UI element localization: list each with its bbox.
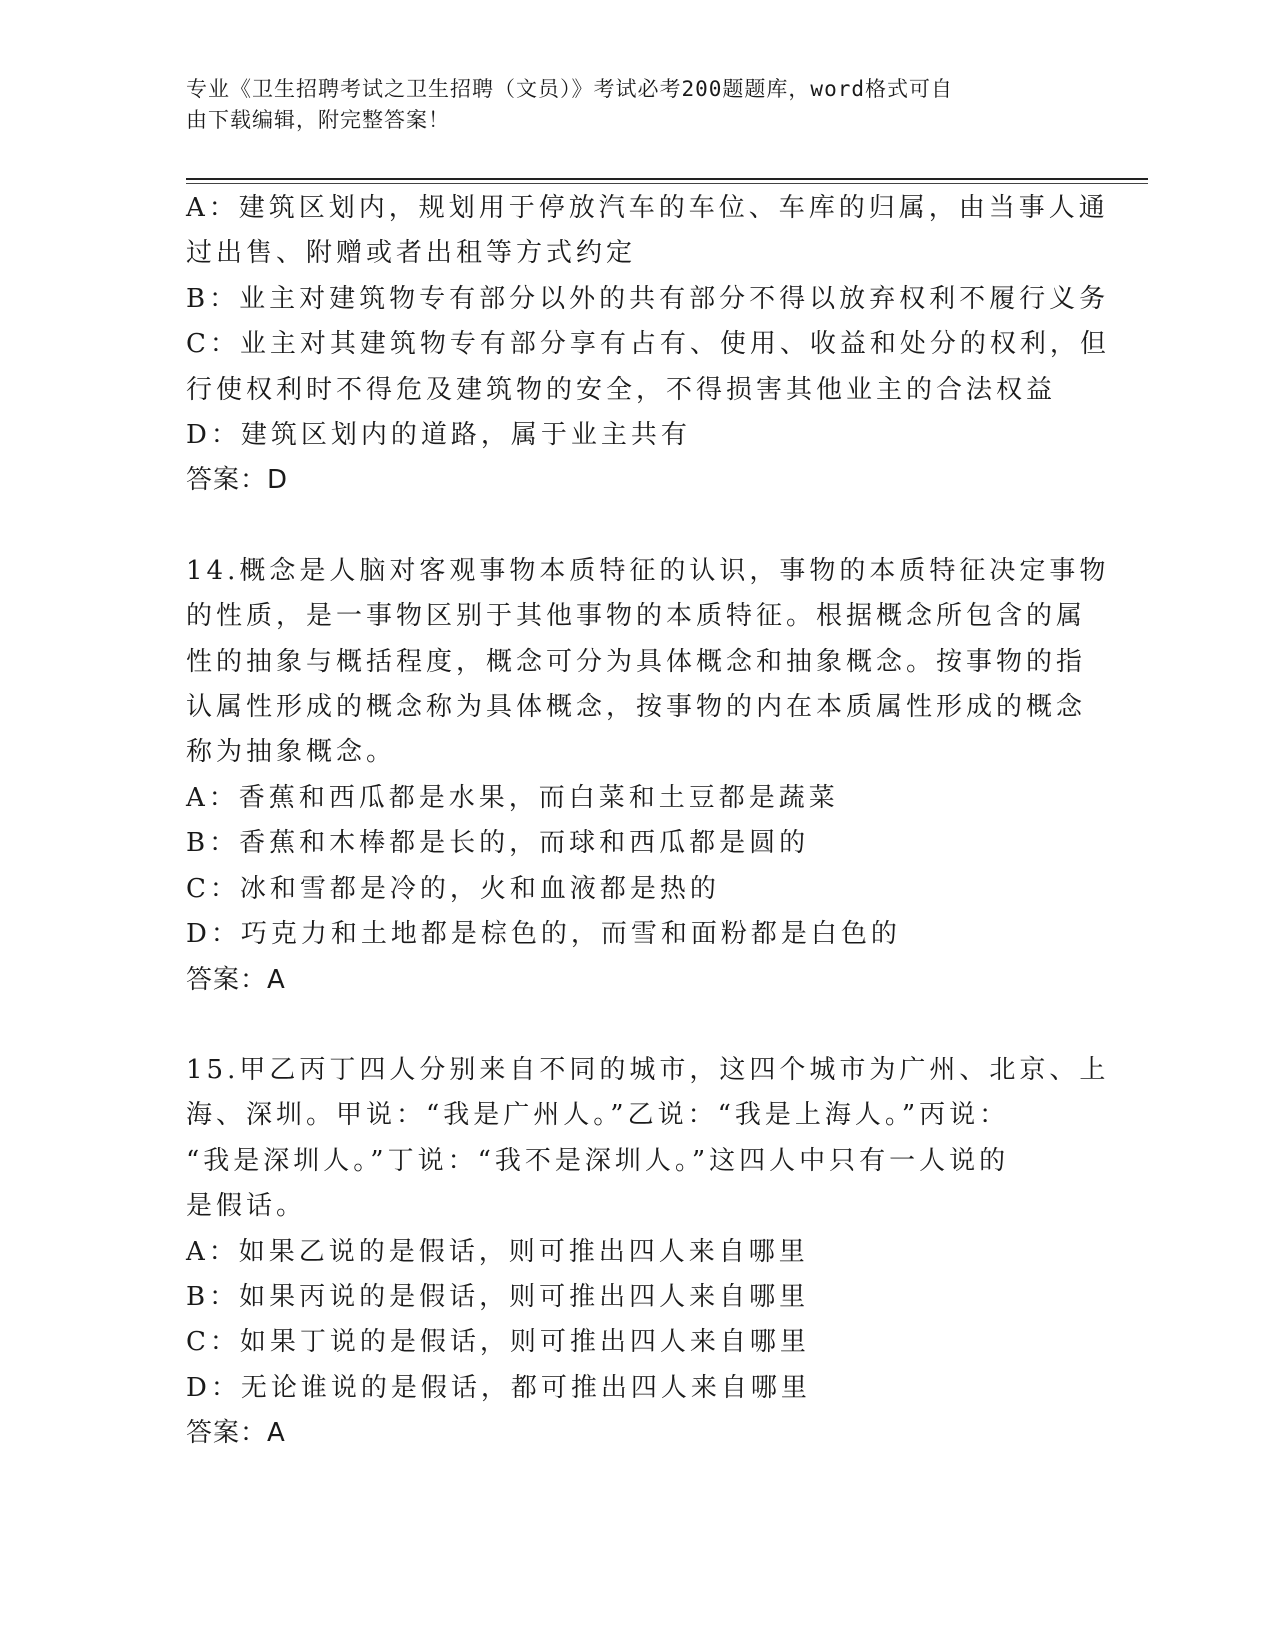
q15-option-d: D：无论谁说的是假话，都可推出四人来自哪里 xyxy=(186,1372,811,1403)
q15-stem-line-1: 15.甲乙丙丁四人分别来自不同的城市，这四个城市为广州、北京、上 xyxy=(186,1054,1110,1085)
q15-option-c: C：如果丁说的是假话，则可推出四人来自哪里 xyxy=(186,1327,810,1358)
header-line-2: 由下载编辑，附完整答案！ xyxy=(186,108,450,132)
q15-option-a: A：如果乙说的是假话，则可推出四人来自哪里 xyxy=(186,1236,809,1267)
question-14 xyxy=(186,549,1110,1003)
q14-stem-line-3: 性的抽象与概括程度，概念可分为具体概念和抽象概念。按事物的指 xyxy=(186,646,1087,677)
q14-answer: 答案：A xyxy=(186,964,286,995)
q13-option-c-line-2: 行使权利时不得危及建筑物的安全，不得损害其他业主的合法权益 xyxy=(186,374,1057,405)
header-line-1: 专业《卫生招聘考试之卫生招聘（文员）》考试必考200题题库，word格式可自 xyxy=(186,77,953,101)
q15-stem-line-4: 是假话。 xyxy=(186,1191,307,1222)
q13-option-d: D：建筑区划内的道路，属于业主共有 xyxy=(186,420,691,451)
q15-answer: 答案：A xyxy=(186,1418,286,1449)
q14-stem-line-1: 14.概念是人脑对客观事物本质特征的认识，事物的本质特征决定事物 xyxy=(186,555,1110,586)
q14-option-a: A：香蕉和西瓜都是水果，而白菜和土豆都是蔬菜 xyxy=(186,782,839,813)
header-divider-thin xyxy=(186,183,1148,184)
q14-option-c: C：冰和雪都是冷的，火和血液都是热的 xyxy=(186,873,720,904)
q13-option-c-line-1: C：业主对其建筑物专有部分享有占有、使用、收益和处分的权利，但 xyxy=(186,329,1110,360)
q14-option-d: D：巧克力和土地都是棕色的，而雪和面粉都是白色的 xyxy=(186,919,901,950)
q13-answer: 答案：D xyxy=(186,465,289,496)
document-header xyxy=(186,74,1066,136)
question-15 xyxy=(186,1048,1110,1457)
question-13 xyxy=(186,186,1110,504)
q13-option-b: B：业主对建筑物专有部分以外的共有部分不得以放弃权利不履行义务 xyxy=(186,283,1110,314)
q14-option-b: B：香蕉和木棒都是长的，而球和西瓜都是圆的 xyxy=(186,828,810,859)
q15-stem-line-3: “我是深圳人。”丁说：“我不是深圳人。”这四人中只有一人说的 xyxy=(186,1145,1010,1176)
q14-stem-line-5: 称为抽象概念。 xyxy=(186,737,397,768)
q13-option-a-line-2: 过出售、附赠或者出租等方式约定 xyxy=(186,238,637,269)
q14-stem-line-4: 认属性形成的概念称为具体概念，按事物的内在本质属性形成的概念 xyxy=(186,692,1087,723)
q13-option-a-line-1: A：建筑区划内，规划用于停放汽车的车位、车库的归属，由当事人通 xyxy=(186,193,1109,223)
header-divider-thick xyxy=(186,178,1148,180)
q15-stem-line-2: 海、深圳。甲说：“我是广州人。”乙说：“我是上海人。”丙说： xyxy=(186,1100,1010,1131)
spacer xyxy=(186,1003,1086,1048)
spacer xyxy=(186,504,1086,549)
q15-option-b: B：如果丙说的是假话，则可推出四人来自哪里 xyxy=(186,1281,810,1312)
q14-stem-line-2: 的性质，是一事物区别于其他事物的本质特征。根据概念所包含的属 xyxy=(186,601,1087,632)
document-body xyxy=(186,186,1110,1457)
